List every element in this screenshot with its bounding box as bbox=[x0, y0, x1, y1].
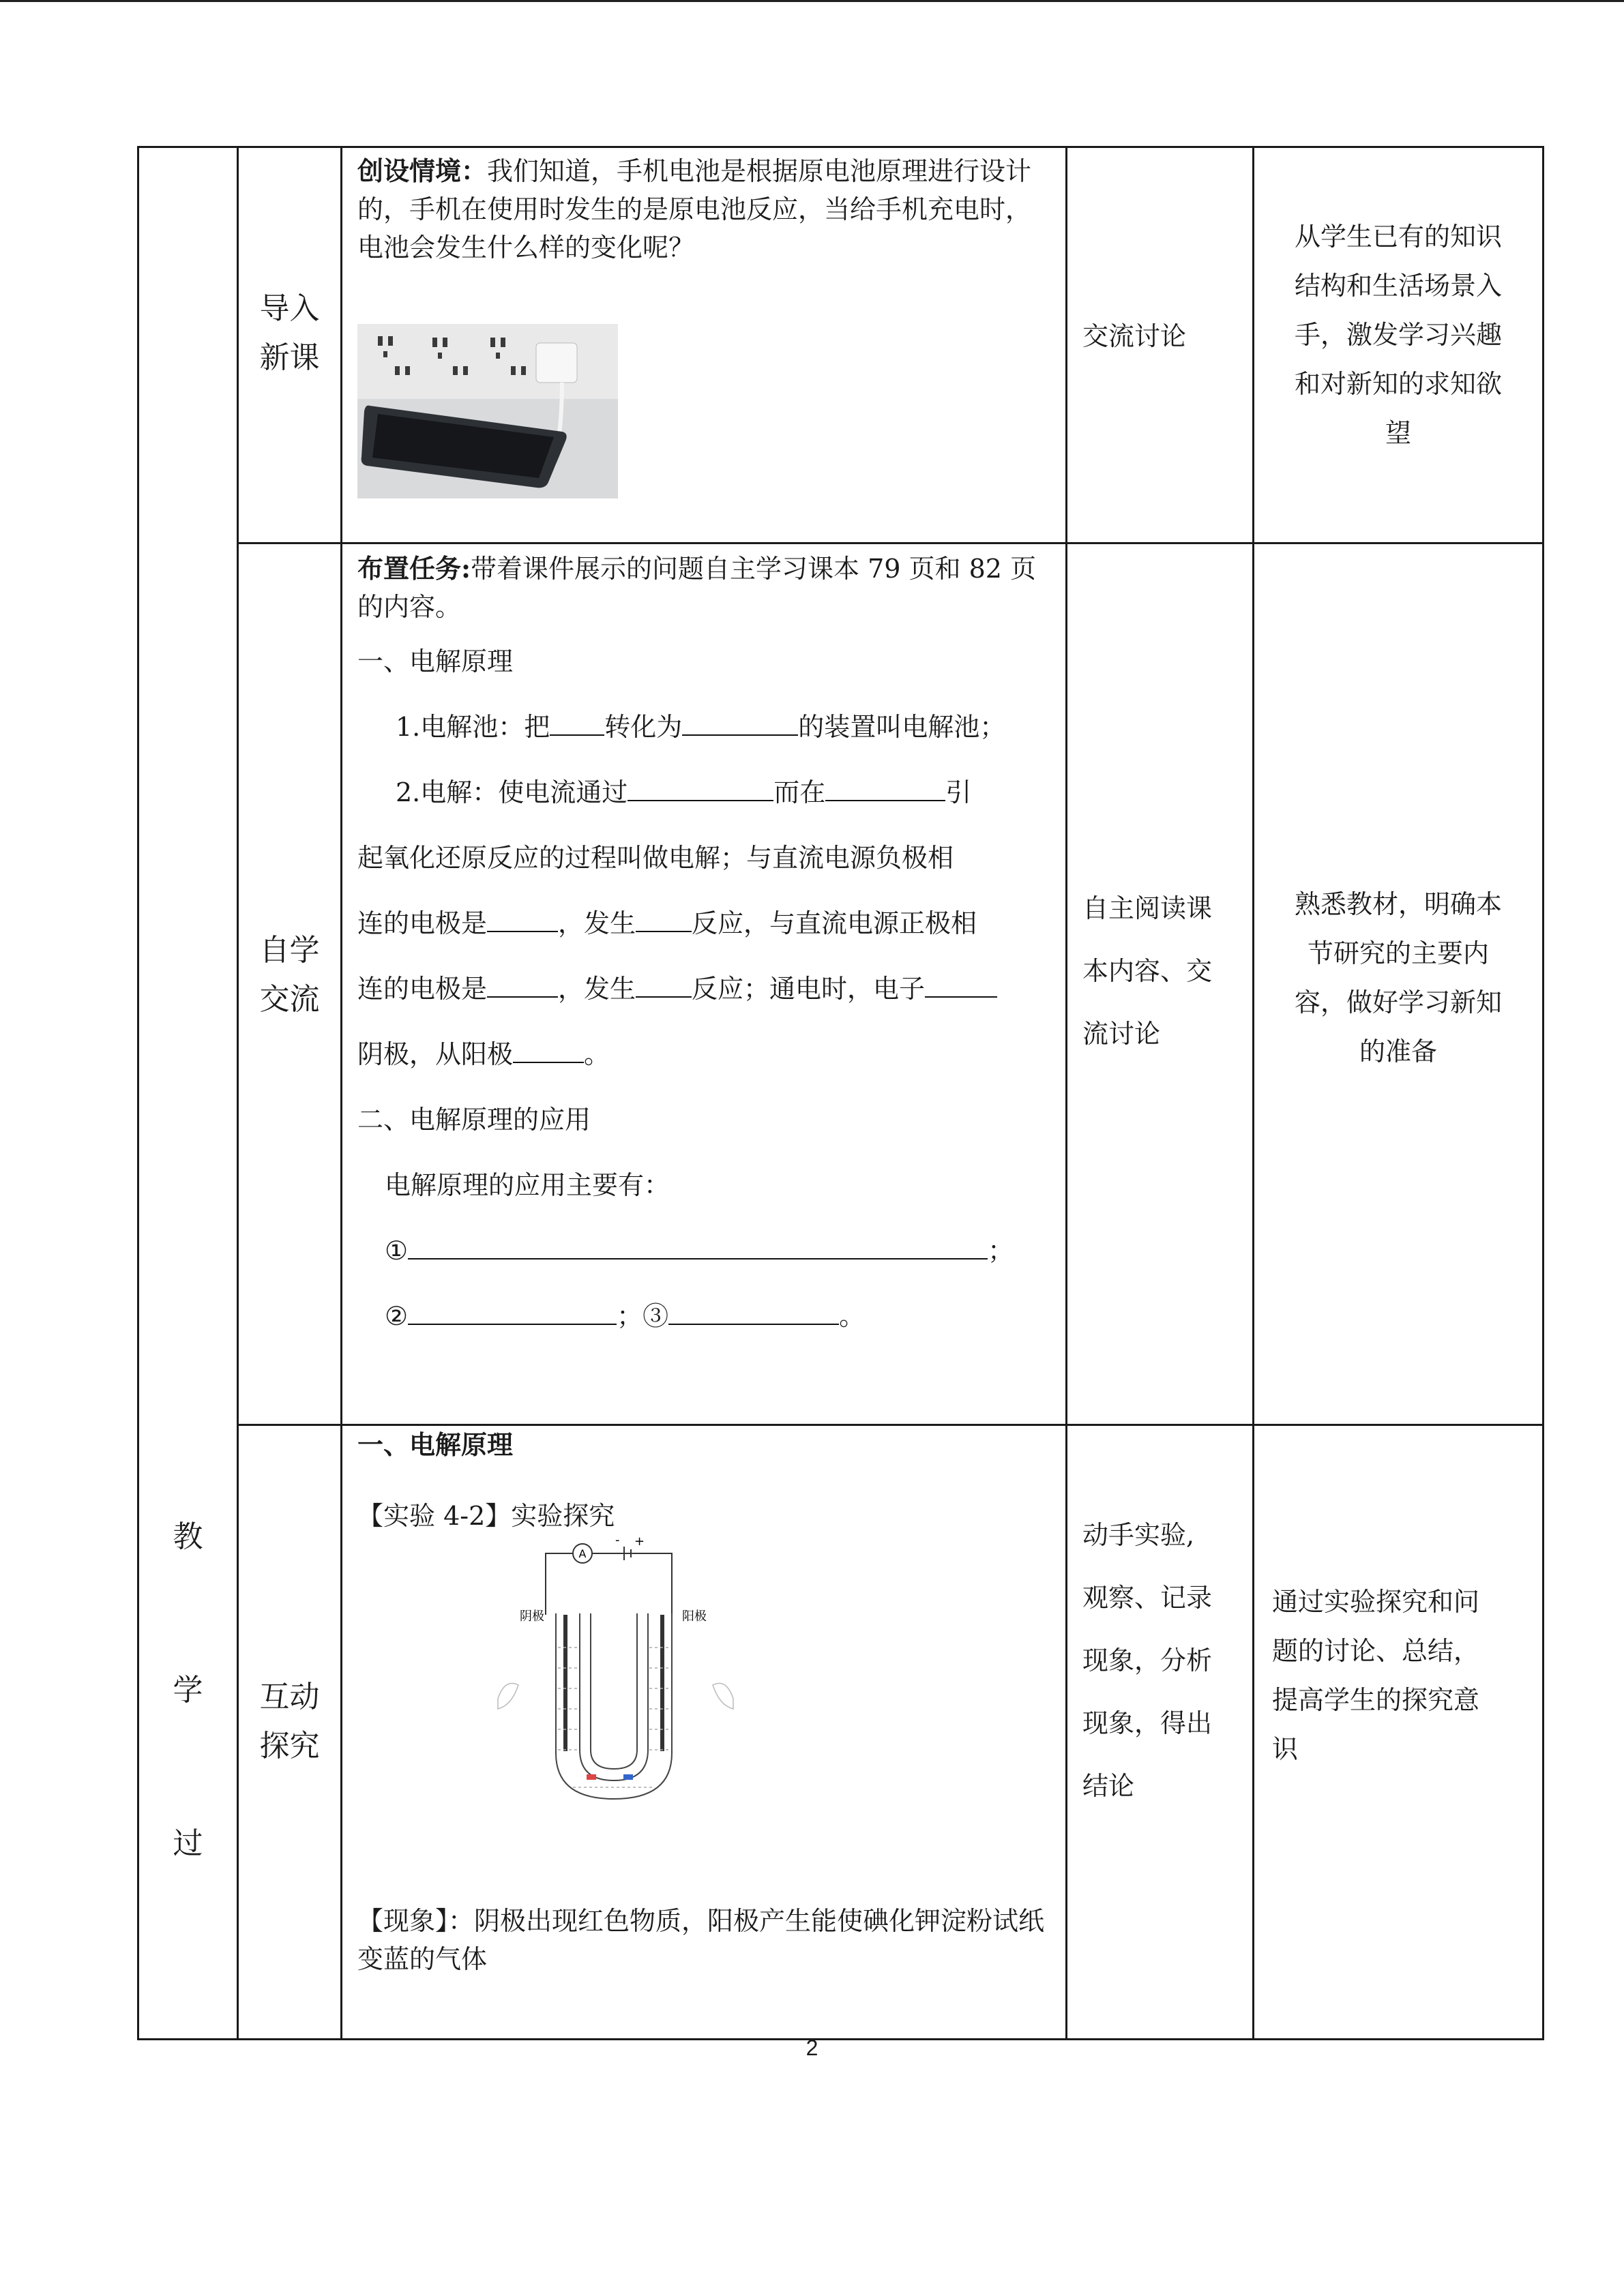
page-number: 2 bbox=[806, 2036, 818, 2060]
stage-cell-selfstudy bbox=[238, 543, 342, 1425]
fill-line-4: 连的电极是 ，发生 反应，与直流电源正极相 bbox=[357, 891, 1053, 956]
stage-label-line1: 自学 bbox=[259, 933, 320, 968]
scenario-text: 我们知道，手机电池是根据原电池原理进行设计的，手机在使用时发生的是原电池反应，当给手机充电时，电池会发生什么样的变化呢？ bbox=[357, 156, 1032, 263]
purpose-line: 容，做好学习新知 bbox=[1294, 987, 1502, 1017]
content-cell-intro bbox=[342, 147, 1067, 543]
activity-line: 流讨论 bbox=[1082, 1019, 1161, 1049]
purpose-line: 手，激发学习兴趣 bbox=[1294, 320, 1502, 350]
activity-line: 本内容、交 bbox=[1082, 956, 1213, 986]
purpose-line: 和对新知的求知欲 bbox=[1294, 369, 1502, 399]
task-label: 布置任务: bbox=[357, 553, 471, 584]
ammeter-label: A bbox=[578, 1547, 587, 1560]
phenomenon-text: ：阴极出现红色物质，阳极产生能使碘化钾淀粉试纸变蓝的气体 bbox=[357, 1906, 1045, 1974]
fill-line-2: 2.电解：使电流通过 而在 引 bbox=[357, 760, 1053, 825]
application-blank-1: ① ； bbox=[357, 1218, 1053, 1283]
stage-cell-explore bbox=[238, 1425, 342, 2040]
stage-label-line2: 探究 bbox=[259, 1729, 320, 1763]
purpose-cell-selfstudy bbox=[1254, 543, 1544, 1425]
section-title-1: 一、电解原理 bbox=[357, 646, 514, 676]
activity-line: 观察、记录 bbox=[1082, 1583, 1213, 1613]
student-activity: 交流讨论 bbox=[1082, 321, 1187, 351]
anode-label: 阳极 bbox=[682, 1609, 707, 1624]
cathode-label: 阴极 bbox=[520, 1609, 544, 1624]
phone-charging-photo bbox=[357, 324, 618, 498]
plus-sign: + bbox=[634, 1534, 645, 1549]
vertical-char-3: 过 bbox=[173, 1826, 203, 1861]
stage-label-line2: 交流 bbox=[259, 982, 320, 1017]
activity-line: 自主阅读课 bbox=[1082, 893, 1213, 923]
stage-cell-intro bbox=[238, 147, 342, 543]
stage-label-line1: 导入 bbox=[259, 291, 320, 326]
purpose-line: 通过实验探究和问 bbox=[1272, 1587, 1480, 1617]
activity-line: 结论 bbox=[1082, 1771, 1135, 1801]
scenario-label: 创设情境： bbox=[357, 155, 488, 186]
section-title: 一、电解原理 bbox=[357, 1429, 514, 1460]
text-line-3: 起氧化还原反应的过程叫做电解；与直流电源负极相 bbox=[357, 843, 954, 873]
purpose-line: 结构和生活场景入 bbox=[1294, 271, 1502, 301]
fill-line-1: 1.电解池：把 转化为 的装置叫电解池； bbox=[357, 694, 1053, 760]
vertical-char-1: 教 bbox=[173, 1519, 203, 1554]
u-tube-electrolysis-diagram bbox=[498, 1533, 733, 1808]
purpose-line: 题的讨论、总结， bbox=[1272, 1636, 1480, 1666]
activity-line: 现象，分析 bbox=[1082, 1645, 1213, 1675]
experiment-label: 【实验 4-2】实验探究 bbox=[357, 1501, 615, 1531]
content-cell-selfstudy bbox=[342, 543, 1067, 1425]
activity-cell-explore bbox=[1067, 1425, 1254, 2040]
task-text: 带着课件展示的问题自主学习课本 79 页和 82 页的内容。 bbox=[357, 554, 1037, 622]
purpose-cell-explore bbox=[1254, 1425, 1544, 2040]
purpose-cell-intro bbox=[1254, 147, 1544, 543]
stage-label-line1: 互动 bbox=[259, 1680, 320, 1714]
application-intro: 电解原理的应用主要有： bbox=[385, 1170, 670, 1200]
stage-label-line2: 新课 bbox=[259, 340, 320, 375]
activity-line: 现象，得出 bbox=[1082, 1708, 1213, 1738]
purpose-line: 节研究的主要内 bbox=[1307, 938, 1489, 968]
vertical-char-2: 学 bbox=[173, 1673, 203, 1708]
fill-line-6: 阴极，从阳极 。 bbox=[357, 1022, 1053, 1087]
activity-cell-intro bbox=[1067, 147, 1254, 543]
purpose-line: 从学生已有的知识 bbox=[1294, 222, 1502, 252]
section-title-2: 二、电解原理的应用 bbox=[357, 1105, 591, 1135]
purpose-line: 的准备 bbox=[1359, 1037, 1437, 1067]
purpose-line: 识 bbox=[1272, 1734, 1299, 1764]
phenomenon-label: 【现象】 bbox=[357, 1906, 449, 1936]
activity-line: 动手实验, bbox=[1082, 1520, 1195, 1550]
content-cell-explore bbox=[342, 1425, 1067, 2040]
purpose-line: 望 bbox=[1385, 418, 1411, 448]
teaching-process-label-cell bbox=[138, 147, 238, 2040]
lesson-plan-table bbox=[137, 146, 1544, 2040]
purpose-line: 熟悉教材，明确本 bbox=[1294, 889, 1502, 919]
minus-sign: - bbox=[615, 1533, 620, 1547]
purpose-line: 提高学生的探究意 bbox=[1272, 1685, 1480, 1715]
top-border bbox=[0, 0, 1624, 2]
application-blank-2-3: ② ；③ 。 bbox=[357, 1283, 1053, 1349]
activity-cell-selfstudy bbox=[1067, 543, 1254, 1425]
fill-line-5: 连的电极是 ，发生 反应；通电时，电子 bbox=[357, 956, 1053, 1022]
